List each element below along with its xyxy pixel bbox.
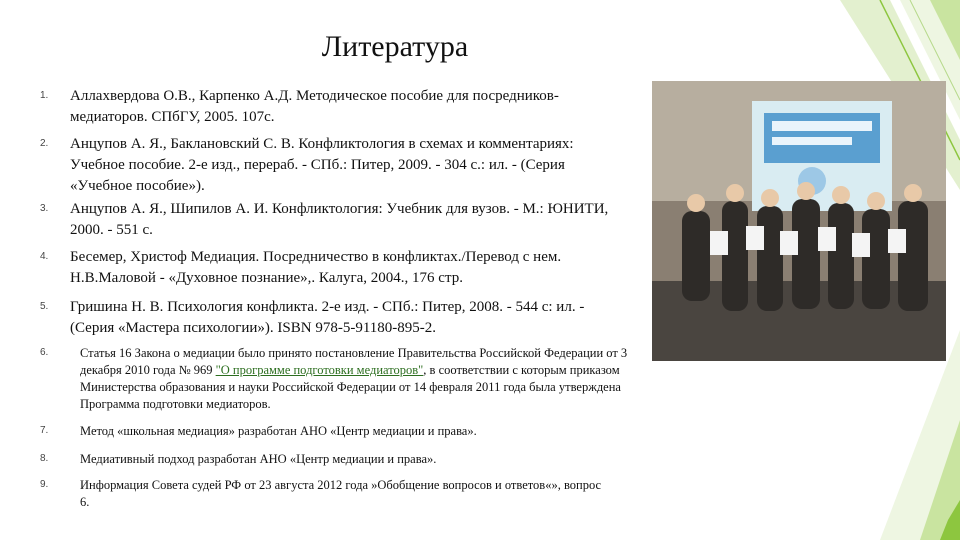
list-item bbox=[40, 297, 620, 339]
program-link[interactable]: "О программе подготовки медиаторов" bbox=[215, 363, 424, 377]
item-text: Бесемер, Христоф Медиация. Посредничество в конфликтах./Перевод с нем. Н.В.Маловой - «Духовное познание»,. Калуга, 2004., 176 стр. bbox=[70, 249, 562, 286]
list-item bbox=[40, 345, 670, 413]
item-number: 6. bbox=[40, 347, 49, 358]
list-item bbox=[40, 451, 670, 468]
item-number: 3. bbox=[40, 203, 49, 214]
list-item bbox=[40, 199, 620, 241]
item-text: Гришина Н. В. Психология конфликта. 2-е изд. - СПб.: Питер, 2008. - 544 с: ил. - (Серия «Мастера психологии»). ISBN 978-5-91180-895-2. bbox=[70, 299, 585, 336]
item-text-before: Статья 16 Закона о медиации было принято постановление Правительства Российской Федерации от 3 декабря 2010 года № 969 bbox=[80, 346, 628, 377]
list-item bbox=[40, 86, 620, 128]
item-number: 1. bbox=[40, 90, 49, 101]
item-number: 8. bbox=[40, 453, 49, 464]
group-photo bbox=[652, 81, 946, 361]
item-text bbox=[80, 345, 670, 413]
item-text: Аллахвердова О.В., Карпенко А.Д. Методическое пособие для посредников-медиаторов. СПбГУ, 2005. 107с. bbox=[70, 88, 559, 125]
item-text: Метод «школьная медиация» разработан АНО «Центр медиации и права». bbox=[80, 424, 477, 438]
item-number: 7. bbox=[40, 425, 49, 436]
page-title: Литература bbox=[321, 30, 469, 63]
item-number: 5. bbox=[40, 301, 49, 312]
item-text: Медиативный подход разработан АНО «Центр медиации и права». bbox=[80, 452, 437, 466]
group-photo-drawing bbox=[652, 81, 946, 361]
item-text: Анцупов А. Я., Баклановский С. В. Конфликтология в схемах и комментариях: Учебное пособие. 2-е изд., перераб. - СПб.: Питер, 2009. - 304 с.: ил. - (Серия «Учебное пособие»). bbox=[70, 136, 574, 194]
item-number: 9. bbox=[40, 479, 49, 490]
item-text: Информация Совета судей РФ от 23 августа 2012 года »Обобщение вопросов и ответов«», вопрос 6. bbox=[80, 478, 602, 509]
list-item bbox=[40, 423, 670, 440]
item-text: Анцупов А. Я., Шипилов А. И. Конфликтология: Учебник для вузов. - М.: ЮНИТИ, 2000. - 551 с. bbox=[70, 201, 609, 238]
item-text-after: , в соответствии с которым приказом Министерства образования и науки Российской Федерации от 14 февраля 2011 года была утверждена Программа подготовки медиаторов. bbox=[80, 363, 621, 411]
list-item bbox=[40, 134, 620, 197]
list-item bbox=[40, 247, 620, 289]
item-number: 2. bbox=[40, 138, 49, 149]
list-item bbox=[40, 477, 610, 511]
item-number: 4. bbox=[40, 251, 49, 262]
